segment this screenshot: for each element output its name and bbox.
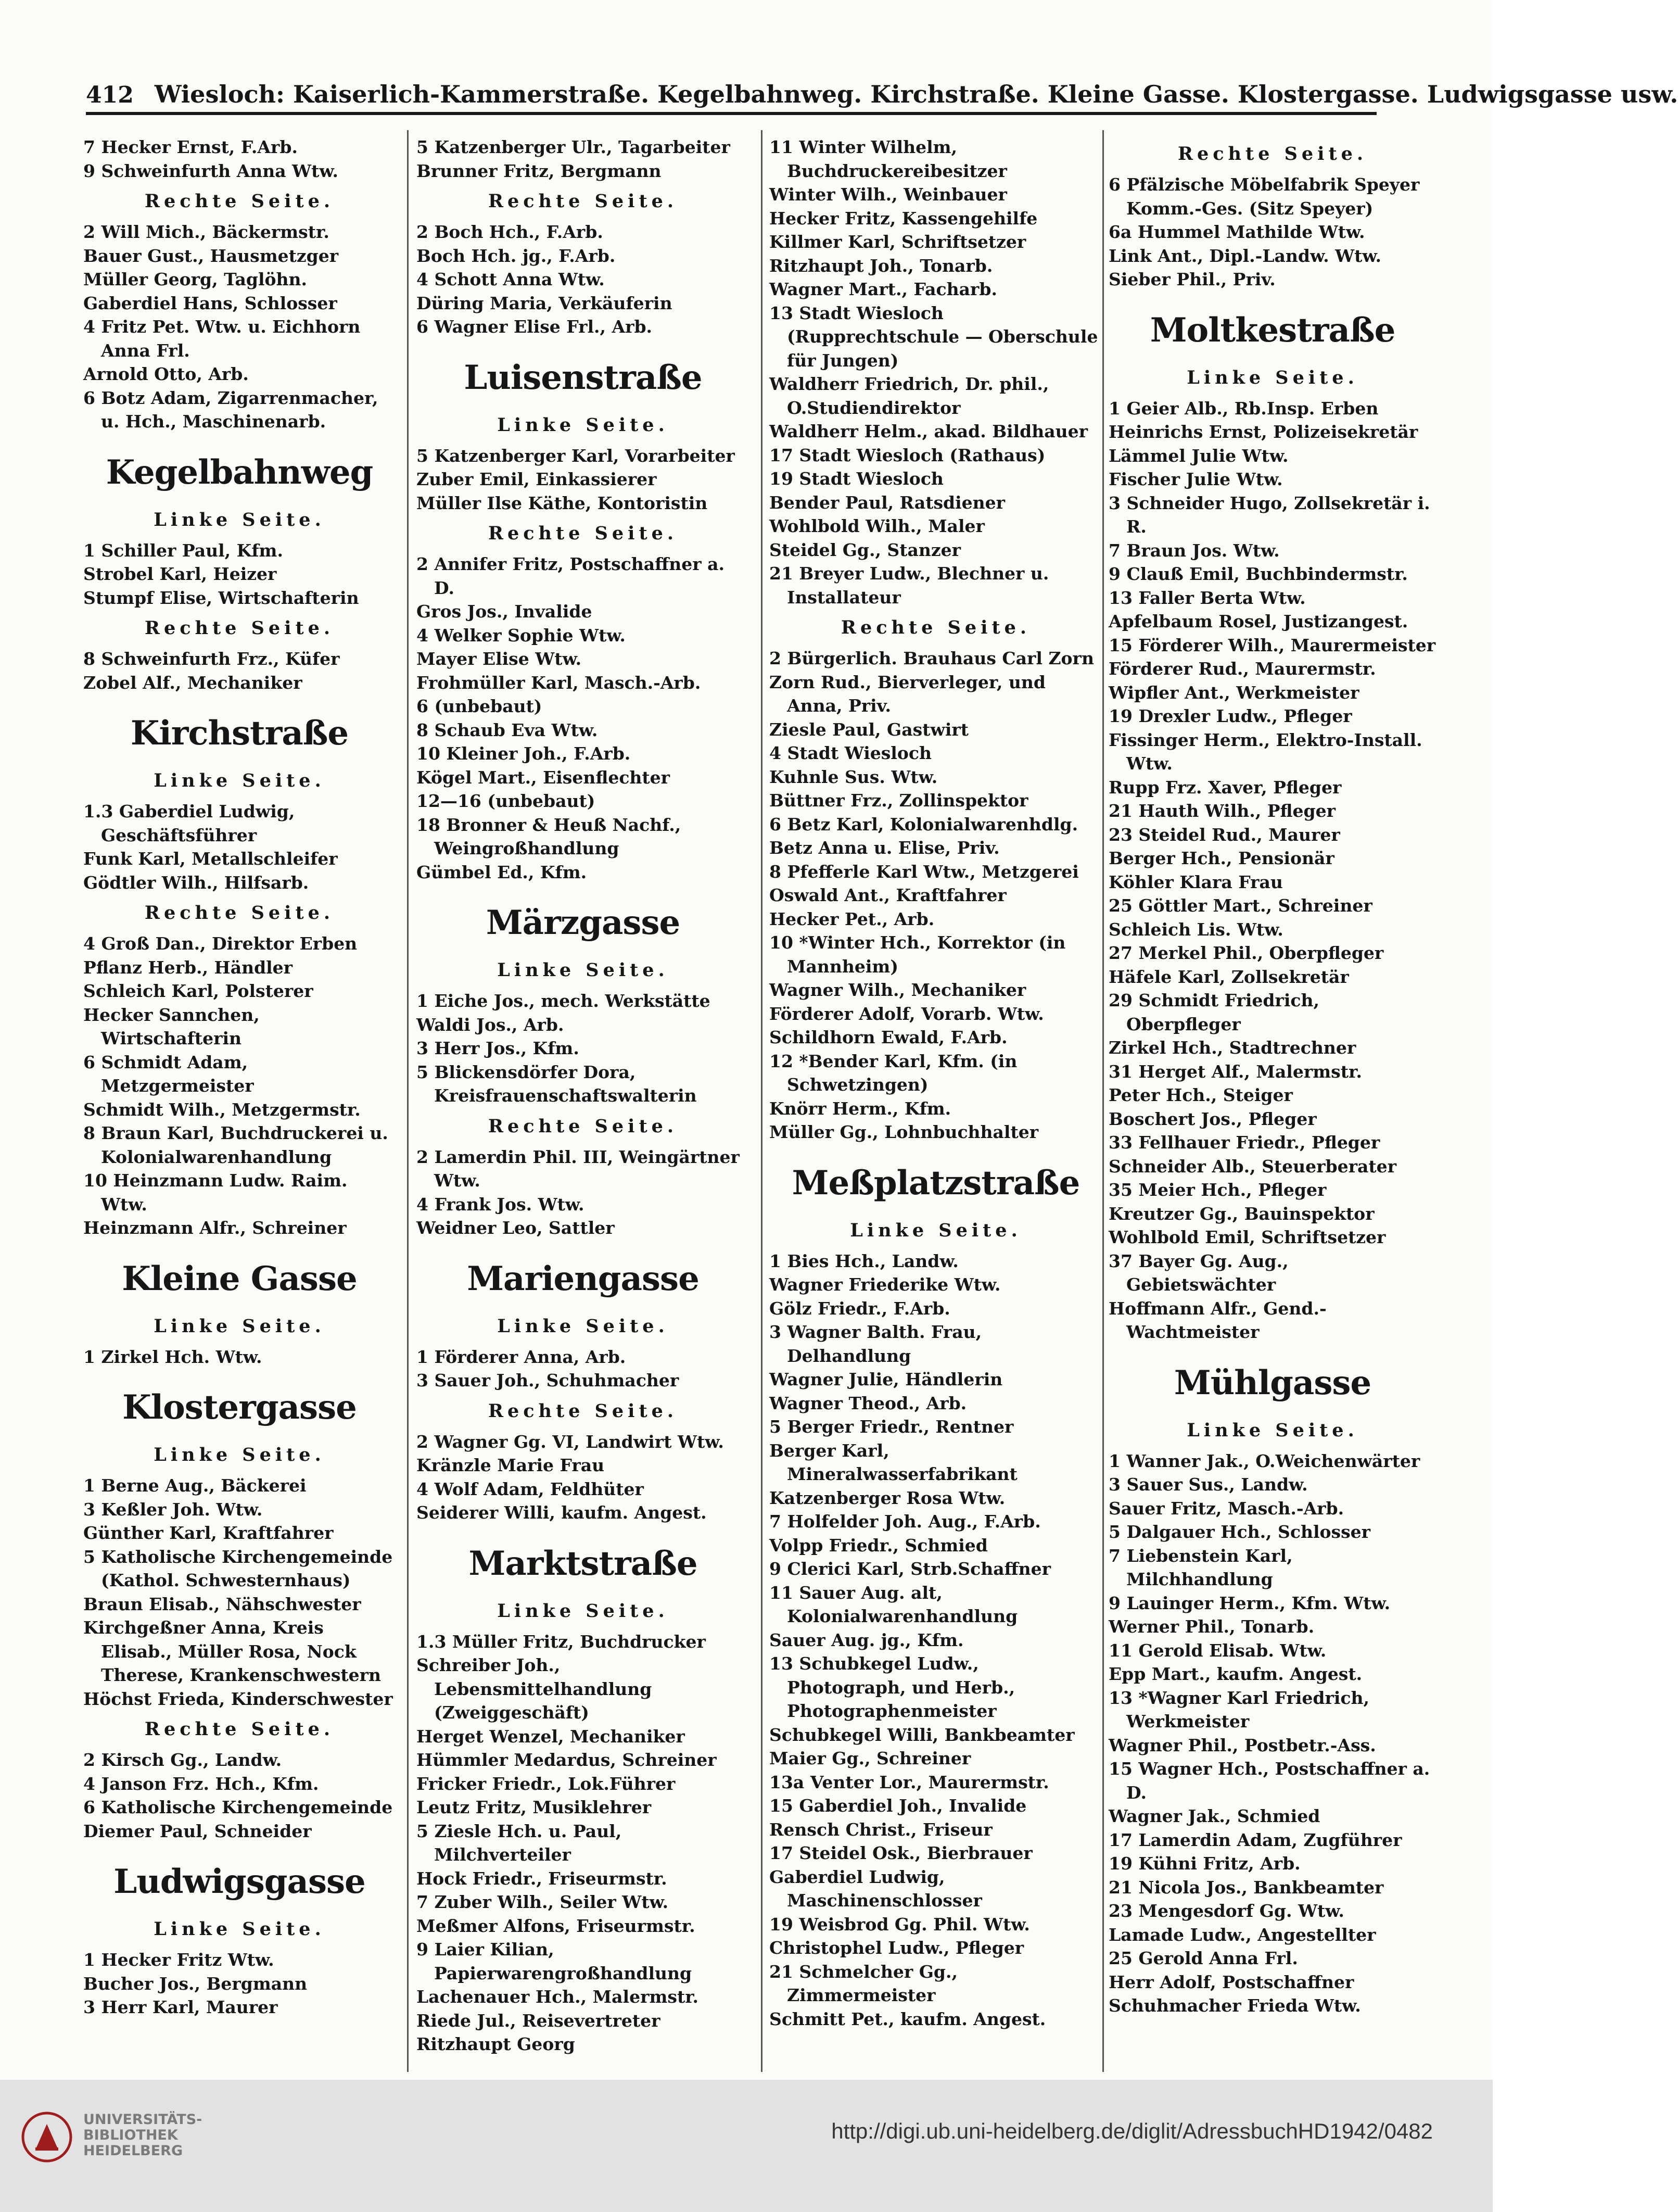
- street-heading: Mariengasse: [467, 1259, 699, 1298]
- address-entry: 4 Wolf Adam, Feldhüter: [416, 1478, 644, 1499]
- address-entry: Volpp Friedr., Schmied: [769, 1535, 988, 1556]
- address-entry: Wagner Wilh., Mechaniker: [769, 980, 1026, 1000]
- side-heading: Rechte Seite.: [841, 617, 1031, 638]
- address-entry: Schleich Lis. Wtw.: [1109, 919, 1283, 940]
- address-entry: 33 Fellhauer Friedr., Pfleger: [1109, 1132, 1380, 1153]
- address-entry: 7 Hecker Ernst, F.Arb.: [83, 137, 298, 157]
- address-entry: 4 Schott Anna Wtw.: [416, 269, 605, 289]
- side-heading: Linke Seite.: [154, 1918, 325, 1940]
- library-logo-icon: [21, 2111, 73, 2163]
- street-heading: Ludwigsgasse: [113, 1862, 365, 1901]
- side-heading: Linke Seite.: [1187, 366, 1358, 388]
- address-entry: 37 Bayer Gg. Aug., Gebietswächter: [1109, 1250, 1289, 1295]
- address-entry: Frohmüller Karl, Masch.-Arb.: [416, 672, 701, 693]
- address-entry: 12—16 (unbebaut): [416, 791, 595, 811]
- address-entry: 1.3 Gaberdiel Ludwig, Geschäftsführer: [83, 801, 295, 845]
- address-entry: Kirchgeßner Anna, Kreis Elisab., Müller Rosa, Nock Therese, Krankenschwestern: [83, 1617, 382, 1685]
- address-entry: 19 Stadt Wiesloch: [769, 469, 944, 489]
- address-entry: 2 Annifer Fritz, Postschaffner a. D.: [416, 554, 725, 598]
- address-entry: Stumpf Elise, Wirtschafterin: [83, 587, 359, 608]
- address-entry: Zuber Emil, Einkassierer: [416, 469, 657, 489]
- address-entry: Waldherr Helm., akad. Bildhauer: [769, 421, 1088, 441]
- address-entry: 25 Gerold Anna Frl.: [1109, 1948, 1298, 1968]
- address-entry: 11 Sauer Aug. alt, Kolonialwarenhandlung: [769, 1582, 1018, 1626]
- address-entry: 17 Lamerdin Adam, Zugführer: [1109, 1829, 1402, 1850]
- address-entry: 4 Janson Frz. Hch., Kfm.: [83, 1773, 319, 1794]
- address-entry: 5 Katholische Kirchengemeinde (Kathol. Schwesternhaus): [83, 1546, 393, 1590]
- address-entry: 17 Steidel Osk., Bierbrauer: [769, 1843, 1033, 1863]
- address-entry: Bauer Gust., Hausmetzger: [83, 245, 339, 266]
- address-entry: Herget Wenzel, Mechaniker: [416, 1726, 685, 1747]
- address-entry: Gölz Friedr., F.Arb.: [769, 1298, 950, 1319]
- address-entry: 3 Herr Karl, Maurer: [83, 1997, 278, 2017]
- address-entry: 2 Lamerdin Phil. III, Weingärtner Wtw.: [416, 1146, 740, 1191]
- address-entry: 11 Gerold Elisab. Wtw.: [1109, 1640, 1327, 1661]
- address-entry: Killmer Karl, Schriftsetzer: [769, 232, 1026, 252]
- address-entry: 1 Zirkel Hch. Wtw.: [83, 1346, 262, 1367]
- address-entry: Hoffmann Alfr., Gend.-Wachtmeister: [1109, 1298, 1327, 1342]
- address-entry: Wipfler Ant., Werkmeister: [1109, 682, 1359, 703]
- address-entry: 1 Schiller Paul, Kfm.: [83, 540, 283, 561]
- address-entry: Hecker Pet., Arb.: [769, 908, 935, 929]
- address-entry: 9 Laier Kilian, Papierwarengroßhandlung: [416, 1939, 692, 1983]
- address-entry: 10 Kleiner Joh., F.Arb.: [416, 743, 631, 764]
- address-entry: 35 Meier Hch., Pfleger: [1109, 1180, 1327, 1200]
- address-entry: Oswald Ant., Kraftfahrer: [769, 885, 1007, 905]
- address-entry: Bender Paul, Ratsdiener: [769, 492, 1006, 513]
- address-entry: Pflanz Herb., Händler: [83, 957, 293, 978]
- address-entry: Förderer Rud., Maurermstr.: [1109, 659, 1376, 679]
- address-entry: 21 Hauth Wilh., Pfleger: [1109, 801, 1336, 821]
- address-entry: 1 Geier Alb., Rb.Insp. Erben: [1109, 398, 1379, 419]
- side-heading: Linke Seite.: [154, 509, 325, 530]
- address-entry: 23 Mengesdorf Gg. Wtw.: [1109, 1901, 1344, 1921]
- address-entry: Sauer Fritz, Masch.-Arb.: [1109, 1498, 1344, 1519]
- address-entry: Brunner Fritz, Bergmann: [416, 160, 662, 181]
- address-entry: Boschert Jos., Pfleger: [1109, 1108, 1317, 1129]
- address-entry: Betz Anna u. Elise, Priv.: [769, 838, 1000, 858]
- address-entry: 13 Faller Berta Wtw.: [1109, 587, 1306, 608]
- address-entry: 29 Schmidt Friedrich, Oberpfleger: [1109, 990, 1319, 1034]
- side-heading: Linke Seite.: [497, 959, 669, 981]
- address-entry: 18 Bronner & Heuß Nachf., Weingroßhandlung: [416, 814, 681, 858]
- address-entry: 3 Keßler Joh. Wtw.: [83, 1499, 263, 1520]
- address-entry: Kränzle Marie Frau: [416, 1455, 605, 1475]
- address-entry: Seiderer Willi, kaufm. Angest.: [416, 1502, 707, 1523]
- address-entry: 1 Hecker Fritz Wtw.: [83, 1950, 274, 1970]
- address-entry: 1.3 Müller Fritz, Buchdrucker: [416, 1631, 706, 1652]
- street-heading: Kegelbahnweg: [106, 452, 373, 492]
- address-entry: Gros Jos., Invalide: [416, 601, 592, 622]
- address-entry: 6 Wagner Elise Frl., Arb.: [416, 317, 653, 337]
- address-entry: 4 Welker Sophie Wtw.: [416, 625, 626, 646]
- street-heading: Kleine Gasse: [122, 1259, 357, 1298]
- address-entry: 21 Breyer Ludw., Blechner u. Installateur: [769, 563, 1049, 608]
- address-entry: 2 Kirsch Gg., Landw.: [83, 1750, 282, 1770]
- address-entry: Rensch Christ., Friseur: [769, 1819, 993, 1840]
- side-heading: Linke Seite.: [850, 1219, 1022, 1241]
- side-heading: Rechte Seite.: [488, 191, 678, 212]
- address-entry: 7 Zuber Wilh., Seiler Wtw.: [416, 1892, 669, 1912]
- address-entry: 11 Winter Wilhelm, Buchdruckereibesitzer: [769, 137, 1007, 181]
- library-name-line: BIBLIOTHEK: [83, 2127, 178, 2143]
- address-entry: Epp Mart., kaufm. Angest.: [1109, 1664, 1363, 1684]
- side-heading: Linke Seite.: [497, 1600, 669, 1622]
- address-entry: 4 Stadt Wiesloch: [769, 743, 932, 763]
- address-entry: Ziesle Paul, Gastwirt: [769, 719, 969, 740]
- address-entry: Maier Gg., Schreiner: [769, 1748, 971, 1768]
- address-entry: 2 Bürgerlich. Brauhaus Carl Zorn: [769, 648, 1094, 668]
- address-entry: 8 Schaub Eva Wtw.: [416, 719, 598, 740]
- address-entry: 3 Sauer Joh., Schuhmacher: [416, 1370, 679, 1391]
- address-entry: 6 Botz Adam, Zigarrenmacher, u. Hch., Maschinenarb.: [83, 387, 378, 432]
- address-entry: 2 Will Mich., Bäckermstr.: [83, 222, 329, 242]
- address-entry: 4 Fritz Pet. Wtw. u. Eichhorn Anna Frl.: [83, 317, 361, 361]
- address-entry: Link Ant., Dipl.-Landw. Wtw.: [1109, 245, 1381, 266]
- address-entry: Günther Karl, Kraftfahrer: [83, 1523, 334, 1543]
- address-entry: 21 Schmelcher Gg., Zimmermeister: [769, 1961, 958, 2005]
- side-heading: Rechte Seite.: [144, 902, 335, 924]
- street-heading: Meßplatzstraße: [792, 1163, 1080, 1203]
- address-entry: Müller Georg, Taglöhn.: [83, 269, 307, 289]
- address-entry: 1 Bies Hch., Landw.: [769, 1250, 959, 1271]
- address-entry: 21 Nicola Jos., Bankbeamter: [1109, 1877, 1384, 1898]
- address-entry: 23 Steidel Rud., Maurer: [1109, 824, 1340, 845]
- address-entry: Gaberdiel Hans, Schlosser: [83, 293, 337, 313]
- address-entry: Fricker Friedr., Lok.Führer: [416, 1773, 676, 1794]
- address-entry: Winter Wilh., Weinbauer: [769, 184, 1007, 205]
- address-entry: Müller Ilse Käthe, Kontoristin: [416, 492, 708, 513]
- address-entry: Arnold Otto, Arb.: [83, 364, 249, 384]
- address-entry: Schildhorn Ewald, F.Arb.: [769, 1027, 1008, 1047]
- address-entry: Ritzhaupt Georg: [416, 2034, 575, 2054]
- address-entry: Bucher Jos., Bergmann: [83, 1973, 308, 1994]
- address-entry: Schreiber Joh., Lebensmittelhandlung (Zweiggeschäft): [416, 1655, 652, 1723]
- page-number: 412: [86, 82, 134, 108]
- column-3: [769, 135, 1102, 2062]
- address-entry: 3 Herr Jos., Kfm.: [416, 1038, 579, 1058]
- address-entry: 3 Wagner Balth. Frau, Delhandlung: [769, 1322, 982, 1366]
- library-name-line: HEIDELBERG: [83, 2143, 183, 2159]
- side-heading: Rechte Seite.: [144, 617, 335, 639]
- address-entry: 5 Katzenberger Karl, Vorarbeiter: [416, 445, 735, 466]
- street-heading: Marktstraße: [468, 1544, 697, 1583]
- side-heading: Linke Seite.: [154, 1315, 325, 1337]
- side-heading: Rechte Seite.: [144, 191, 335, 212]
- address-entry: 8 Pfefferle Karl Wtw., Metzgerei: [769, 861, 1079, 882]
- address-entry: 1 Eiche Jos., mech. Werkstätte: [416, 991, 710, 1011]
- address-entry: 5 Ziesle Hch. u. Paul, Milchverteiler: [416, 1821, 622, 1865]
- address-entry: 9 Lauinger Herm., Kfm. Wtw.: [1109, 1592, 1391, 1613]
- address-entry: 6 Katholische Kirchengemeinde: [83, 1797, 393, 1817]
- column-divider: [407, 130, 409, 2072]
- address-entry: 9 Schweinfurth Anna Wtw.: [83, 160, 338, 181]
- address-entry: 10 *Winter Hch., Korrektor (in Mannheim): [769, 932, 1066, 977]
- address-entry: Berger Karl, Mineralwasserfabrikant: [769, 1440, 1018, 1484]
- page-header: [86, 67, 1678, 108]
- address-entry: 2 Boch Hch., F.Arb.: [416, 222, 603, 242]
- address-entry: Zobel Alf., Mechaniker: [83, 672, 302, 693]
- address-entry: 13 *Wagner Karl Friedrich, Werkmeister: [1109, 1687, 1369, 1731]
- address-entry: Peter Hch., Steiger: [1109, 1085, 1293, 1105]
- address-entry: Rupp Frz. Xaver, Pfleger: [1109, 777, 1342, 798]
- address-entry: Schubkegel Willi, Bankbeamter: [769, 1724, 1075, 1745]
- address-entry: 1 Förderer Anna, Arb.: [416, 1346, 626, 1367]
- address-entry: Wagner Jak., Schmied: [1109, 1806, 1320, 1826]
- address-entry: 31 Herget Alf., Malermstr.: [1109, 1061, 1362, 1082]
- address-entry: 13 Stadt Wiesloch (Rupprechtschule — Oberschule für Jungen): [769, 302, 1098, 371]
- address-entry: Düring Maria, Verkäuferin: [416, 293, 672, 313]
- address-entry: Strobel Karl, Heizer: [83, 564, 277, 584]
- header-rule: [86, 112, 1377, 115]
- address-entry: 13a Venter Lor., Maurermstr.: [769, 1772, 1049, 1792]
- address-entry: 5 Blickensdörfer Dora, Kreisfrauenschaftswalterin: [416, 1061, 697, 1106]
- street-heading: Klostergasse: [122, 1388, 357, 1427]
- address-entry: 1 Berne Aug., Bäckerei: [83, 1475, 307, 1496]
- address-entry: Höchst Frieda, Kinderschwester: [83, 1688, 393, 1709]
- address-entry: 13 Schubkegel Ludw., Photograph, und Herb., Photographenmeister: [769, 1653, 1015, 1721]
- address-entry: 1 Wanner Jak., O.Weichenwärter: [1109, 1450, 1420, 1471]
- address-entry: 15 Förderer Wilh., Maurermeister: [1109, 635, 1436, 655]
- street-heading: Märzgasse: [486, 903, 680, 942]
- address-entry: Braun Elisab., Nähschwester: [83, 1594, 361, 1614]
- address-entry: Sauer Aug. jg., Kfm.: [769, 1629, 964, 1650]
- address-entry: 6 Betz Karl, Kolonialwarenhdlg.: [769, 814, 1078, 835]
- address-entry: Schleich Karl, Polsterer: [83, 981, 313, 1001]
- address-entry: Wagner Theod., Arb.: [769, 1393, 967, 1413]
- address-entry: Leutz Fritz, Musiklehrer: [416, 1797, 652, 1817]
- address-entry: 19 Kühni Fritz, Arb.: [1109, 1853, 1301, 1874]
- address-entry: 3 Schneider Hugo, Zollsekretär i. R.: [1109, 492, 1430, 537]
- address-entry: 6 Pfälzische Möbelfabrik Speyer Komm.-Ges. (Sitz Speyer): [1109, 174, 1420, 219]
- address-entry: 19 Weisbrod Gg. Phil. Wtw.: [769, 1914, 1030, 1935]
- source-url-link[interactable]: http://digi.ub.uni-heidelberg.de/diglit/AdressbuchHD1942/0482: [831, 2119, 1433, 2143]
- address-entry: 9 Clerici Karl, Strb.Schaffner: [769, 1559, 1051, 1579]
- address-entry: Sieber Phil., Priv.: [1109, 269, 1276, 289]
- address-entry: Schmitt Pet., kaufm. Angest.: [769, 2008, 1046, 2029]
- address-entry: Diemer Paul, Schneider: [83, 1821, 312, 1841]
- address-entry: 4 Frank Jos. Wtw.: [416, 1194, 584, 1215]
- address-entry: Wohlbold Emil, Schriftsetzer: [1109, 1227, 1386, 1247]
- address-entry: Waldherr Friedrich, Dr. phil., O.Studiendirektor: [769, 374, 1049, 418]
- address-entry: Ritzhaupt Joh., Tonarb.: [769, 255, 993, 276]
- address-entry: Berger Hch., Pensionär: [1109, 848, 1334, 868]
- address-entry: Häfele Karl, Zollsekretär: [1109, 966, 1349, 987]
- side-heading: Linke Seite.: [497, 1315, 669, 1337]
- address-entry: Gödtler Wilh., Hilfsarb.: [83, 872, 309, 893]
- address-entry: 19 Drexler Ludw., Pfleger: [1109, 706, 1352, 726]
- address-entry: 25 Göttler Mart., Schreiner: [1109, 895, 1372, 916]
- address-entry: Hecker Fritz, Kassengehilfe: [769, 208, 1038, 229]
- address-entry: Wagner Phil., Postbetr.-Ass.: [1109, 1735, 1376, 1755]
- address-entry: Wagner Julie, Händlerin: [769, 1369, 1003, 1389]
- address-entry: Meßmer Alfons, Friseurmstr.: [416, 1915, 695, 1936]
- library-name-line: UNIVERSITÄTS-: [83, 2112, 202, 2128]
- column-divider: [761, 130, 762, 2072]
- street-heading: Kirchstraße: [130, 714, 349, 753]
- address-entry: Fissinger Herm., Elektro-Install. Wtw.: [1109, 729, 1422, 774]
- side-heading: Linke Seite.: [497, 414, 669, 436]
- column-1: [83, 135, 396, 2062]
- address-entry: 7 Holfelder Joh. Aug., F.Arb.: [769, 1511, 1041, 1532]
- address-entry: Hock Friedr., Friseurmstr.: [416, 1868, 667, 1889]
- address-entry: Müller Gg., Lohnbuchhalter: [769, 1122, 1039, 1142]
- address-entry: 8 Braun Karl, Buchdruckerei u. Kolonialwarenhandlung: [83, 1123, 388, 1167]
- address-entry: Förderer Adolf, Vorarb. Wtw.: [769, 1003, 1044, 1024]
- side-heading: Rechte Seite.: [144, 1718, 335, 1740]
- side-heading: Linke Seite.: [1187, 1419, 1358, 1441]
- address-entry: Lachenauer Hch., Malermstr.: [416, 1987, 699, 2007]
- address-entry: Apfelbaum Rosel, Justizangest.: [1109, 611, 1408, 631]
- side-heading: Rechte Seite.: [1177, 143, 1368, 165]
- address-entry: Lämmel Julie Wtw.: [1109, 445, 1289, 466]
- address-entry: 7 Braun Jos. Wtw.: [1109, 540, 1280, 561]
- address-entry: Weidner Leo, Sattler: [416, 1218, 615, 1238]
- address-entry: 12 *Bender Karl, Kfm. (in Schwetzingen): [769, 1051, 1018, 1095]
- address-entry: Steidel Gg., Stanzer: [769, 539, 961, 560]
- address-entry: Zirkel Hch., Stadtrechner: [1109, 1038, 1356, 1058]
- address-entry: Zorn Rud., Bierverleger, und Anna, Priv.: [769, 672, 1046, 716]
- address-entry: 5 Dalgauer Hch., Schlosser: [1109, 1522, 1371, 1542]
- address-entry: Christophel Ludw., Pfleger: [769, 1938, 1024, 1958]
- address-entry: Boch Hch. jg., F.Arb.: [416, 245, 616, 266]
- address-entry: Kögel Mart., Eisenflechter: [416, 767, 670, 788]
- column-divider: [1102, 130, 1104, 2072]
- street-heading: Moltkestraße: [1150, 310, 1395, 350]
- address-entry: Hümmler Medardus, Schreiner: [416, 1750, 717, 1770]
- address-entry: Lamade Ludw., Angestellter: [1109, 1924, 1376, 1945]
- address-entry: Knörr Herm., Kfm.: [769, 1098, 951, 1119]
- address-entry: 6 Schmidt Adam, Metzgermeister: [83, 1052, 254, 1096]
- address-entry: Büttner Frz., Zollinspektor: [769, 790, 1028, 811]
- side-heading: Rechte Seite.: [488, 1400, 678, 1422]
- address-entry: Schneider Alb., Steuerberater: [1109, 1156, 1396, 1177]
- address-entry: 3 Sauer Sus., Landw.: [1109, 1474, 1308, 1495]
- side-heading: Rechte Seite.: [488, 523, 678, 544]
- address-entry: 15 Wagner Hch., Postschaffner a. D.: [1109, 1759, 1430, 1803]
- address-entry: 8 Schweinfurth Frz., Küfer: [83, 649, 340, 669]
- running-title: Wiesloch: Kaiserlich-Kammerstraße. Kegelbahnweg. Kirchstraße. Kleine Gasse. Klostergasse. Ludwigsgasse usw.: [154, 80, 1678, 108]
- address-entry: Katzenberger Rosa Wtw.: [769, 1487, 1006, 1508]
- side-heading: Rechte Seite.: [488, 1115, 678, 1137]
- address-entry: 27 Merkel Phil., Oberpfleger: [1109, 943, 1384, 963]
- address-entry: Funk Karl, Metallschleifer: [83, 849, 338, 869]
- address-entry: Wohlbold Wilh., Maler: [769, 516, 985, 536]
- address-entry: Schmidt Wilh., Metzgermstr.: [83, 1099, 361, 1120]
- address-entry: Hecker Sannchen, Wirtschafterin: [83, 1004, 260, 1048]
- address-entry: 9 Clauß Emil, Buchbindermstr.: [1109, 564, 1408, 584]
- address-entry: Köhler Klara Frau: [1109, 871, 1283, 892]
- side-heading: Linke Seite.: [154, 1444, 325, 1465]
- address-entry: 7 Liebenstein Karl, Milchhandlung: [1109, 1545, 1293, 1589]
- address-entry: Gümbel Ed., Kfm.: [416, 862, 587, 882]
- address-entry: 17 Stadt Wiesloch (Rathaus): [769, 445, 1046, 465]
- address-entry: Wagner Mart., Facharb.: [769, 279, 997, 299]
- library-footer: [0, 2080, 1493, 2212]
- address-entry: Werner Phil., Tonarb.: [1109, 1616, 1315, 1637]
- side-heading: Linke Seite.: [154, 770, 325, 791]
- address-entry: 6 (unbebaut): [416, 696, 542, 716]
- street-heading: Luisenstraße: [464, 358, 702, 397]
- address-entry: 6a Hummel Mathilde Wtw.: [1109, 222, 1365, 242]
- address-entry: Gaberdiel Ludwig, Maschinenschlosser: [769, 1866, 982, 1911]
- address-entry: 10 Heinzmann Ludw. Raim. Wtw.: [83, 1170, 348, 1215]
- address-entry: Herr Adolf, Postschaffner: [1109, 1971, 1354, 1992]
- address-entry: 2 Wagner Gg. VI, Landwirt Wtw.: [416, 1431, 724, 1452]
- address-entry: Waldi Jos., Arb.: [416, 1014, 564, 1035]
- address-entry: Heinrichs Ernst, Polizeisekretär: [1109, 422, 1418, 442]
- address-entry: Heinzmann Alfr., Schreiner: [83, 1218, 347, 1238]
- address-entry: Wagner Friederike Wtw.: [769, 1274, 1001, 1295]
- address-entry: Riede Jul., Reisevertreter: [416, 2010, 660, 2031]
- library-name: [83, 2112, 202, 2159]
- column-4: [1109, 135, 1437, 2062]
- column-2: [416, 135, 749, 2062]
- address-entry: 5 Berger Friedr., Rentner: [769, 1417, 1014, 1437]
- address-entry: Kreutzer Gg., Bauinspektor: [1109, 1203, 1375, 1224]
- address-entry: 15 Gaberdiel Joh., Invalide: [769, 1796, 1027, 1816]
- address-entry: Schuhmacher Frieda Wtw.: [1109, 1995, 1361, 2016]
- address-entry: 4 Groß Dan., Direktor Erben: [83, 933, 358, 954]
- address-entry: Kuhnle Sus. Wtw.: [769, 766, 938, 787]
- address-entry: 5 Katzenberger Ulr., Tagarbeiter: [416, 137, 730, 157]
- street-heading: Mühlgasse: [1174, 1363, 1371, 1402]
- address-entry: Fischer Julie Wtw.: [1109, 469, 1283, 489]
- address-entry: Mayer Elise Wtw.: [416, 649, 582, 669]
